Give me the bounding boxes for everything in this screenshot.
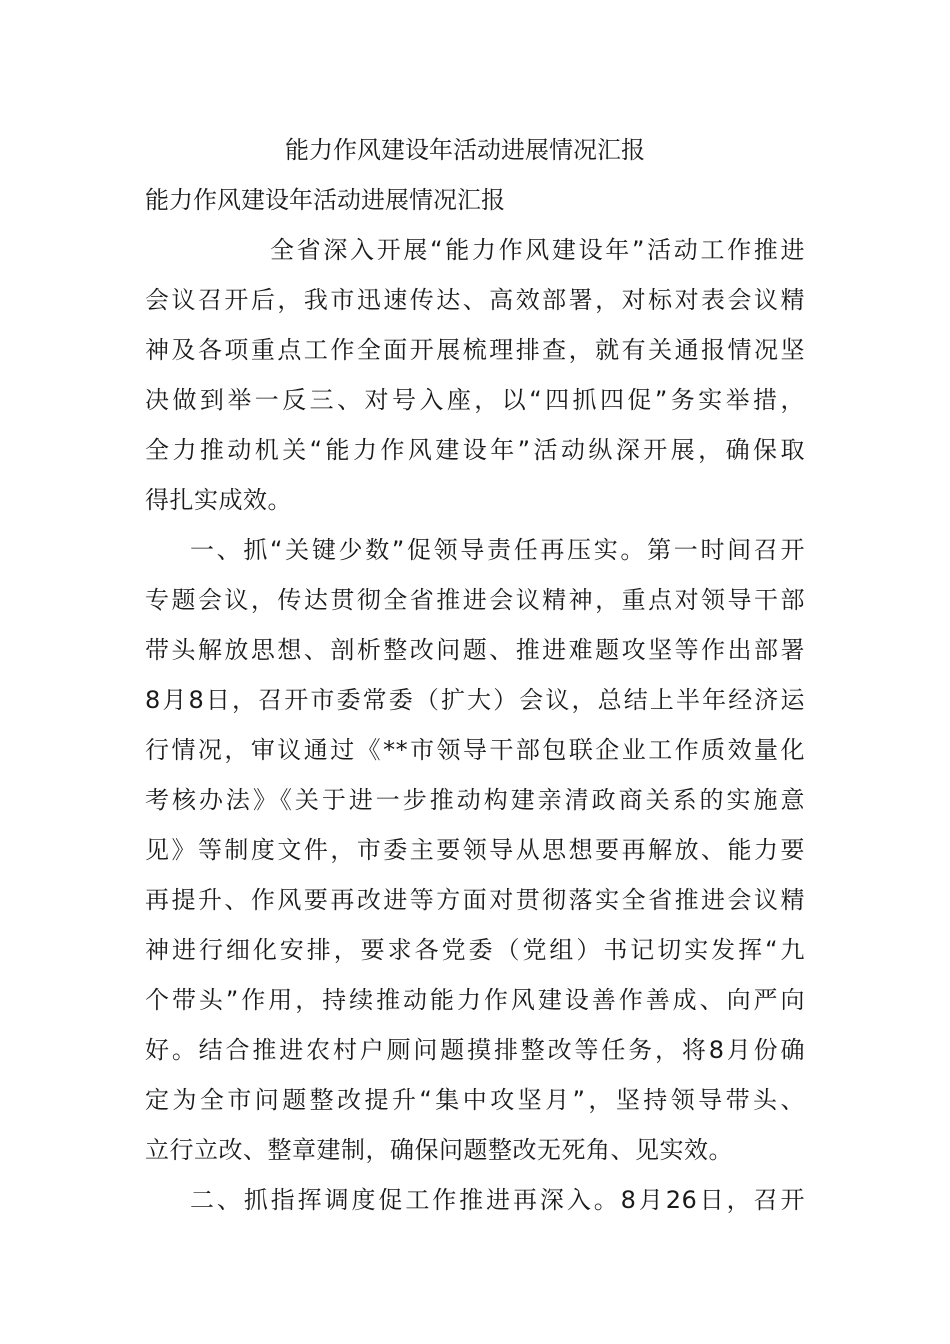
paragraph-line: 一、抓“关键少数”促领导责任再压实。第一时间召开	[190, 536, 805, 564]
paragraph-line: 二、抓指挥调度促工作推进再深入。8月26日，召开	[190, 1186, 805, 1214]
paragraph-line: 见》等制度文件，市委主要领导从思想要再解放、能力要	[145, 836, 805, 864]
paragraph-line: 8月8日，召开市委常委（扩大）会议，总结上半年经济运	[145, 686, 805, 714]
document-subtitle: 能力作风建设年活动进展情况汇报	[145, 186, 505, 214]
paragraph-line: 全省深入开展“能力作风建设年”活动工作推进	[270, 236, 805, 264]
paragraph-line: 会议召开后，我市迅速传达、高效部署，对标对表会议精	[145, 286, 805, 314]
paragraph-line: 立行立改、整章建制，确保问题整改无死角、见实效。	[145, 1136, 733, 1164]
paragraph-line: 专题会议，传达贯彻全省推进会议精神，重点对领导干部	[145, 586, 805, 614]
paragraph-line: 全力推动机关“能力作风建设年”活动纵深开展，确保取	[145, 436, 805, 464]
paragraph-line: 神进行细化安排，要求各党委（党组）书记切实发挥“九	[145, 936, 805, 964]
document-title: 能力作风建设年活动进展情况汇报	[285, 136, 645, 164]
paragraph-line: 决做到举一反三、对号入座，以“四抓四促”务实举措，	[145, 386, 805, 414]
paragraph-line: 定为全市问题整改提升“集中攻坚月”，坚持领导带头、	[145, 1086, 805, 1114]
paragraph-line: 得扎实成效。	[145, 486, 292, 514]
paragraph-line: 神及各项重点工作全面开展梳理排查，就有关通报情况坚	[145, 336, 805, 364]
paragraph-line: 带头解放思想、剖析整改问题、推进难题攻坚等作出部署	[145, 636, 805, 664]
paragraph-line: 行情况，审议通过《**市领导干部包联企业工作质效量化	[145, 736, 805, 764]
paragraph-line: 再提升、作风要再改进等方面对贯彻落实全省推进会议精	[145, 886, 805, 914]
paragraph-line: 考核办法》《关于进一步推动构建亲清政商关系的实施意	[145, 786, 805, 814]
paragraph-line: 个带头”作用，持续推动能力作风建设善作善成、向严向	[145, 986, 805, 1014]
paragraph-line: 好。结合推进农村户厕问题摸排整改等任务，将8月份确	[145, 1036, 805, 1064]
